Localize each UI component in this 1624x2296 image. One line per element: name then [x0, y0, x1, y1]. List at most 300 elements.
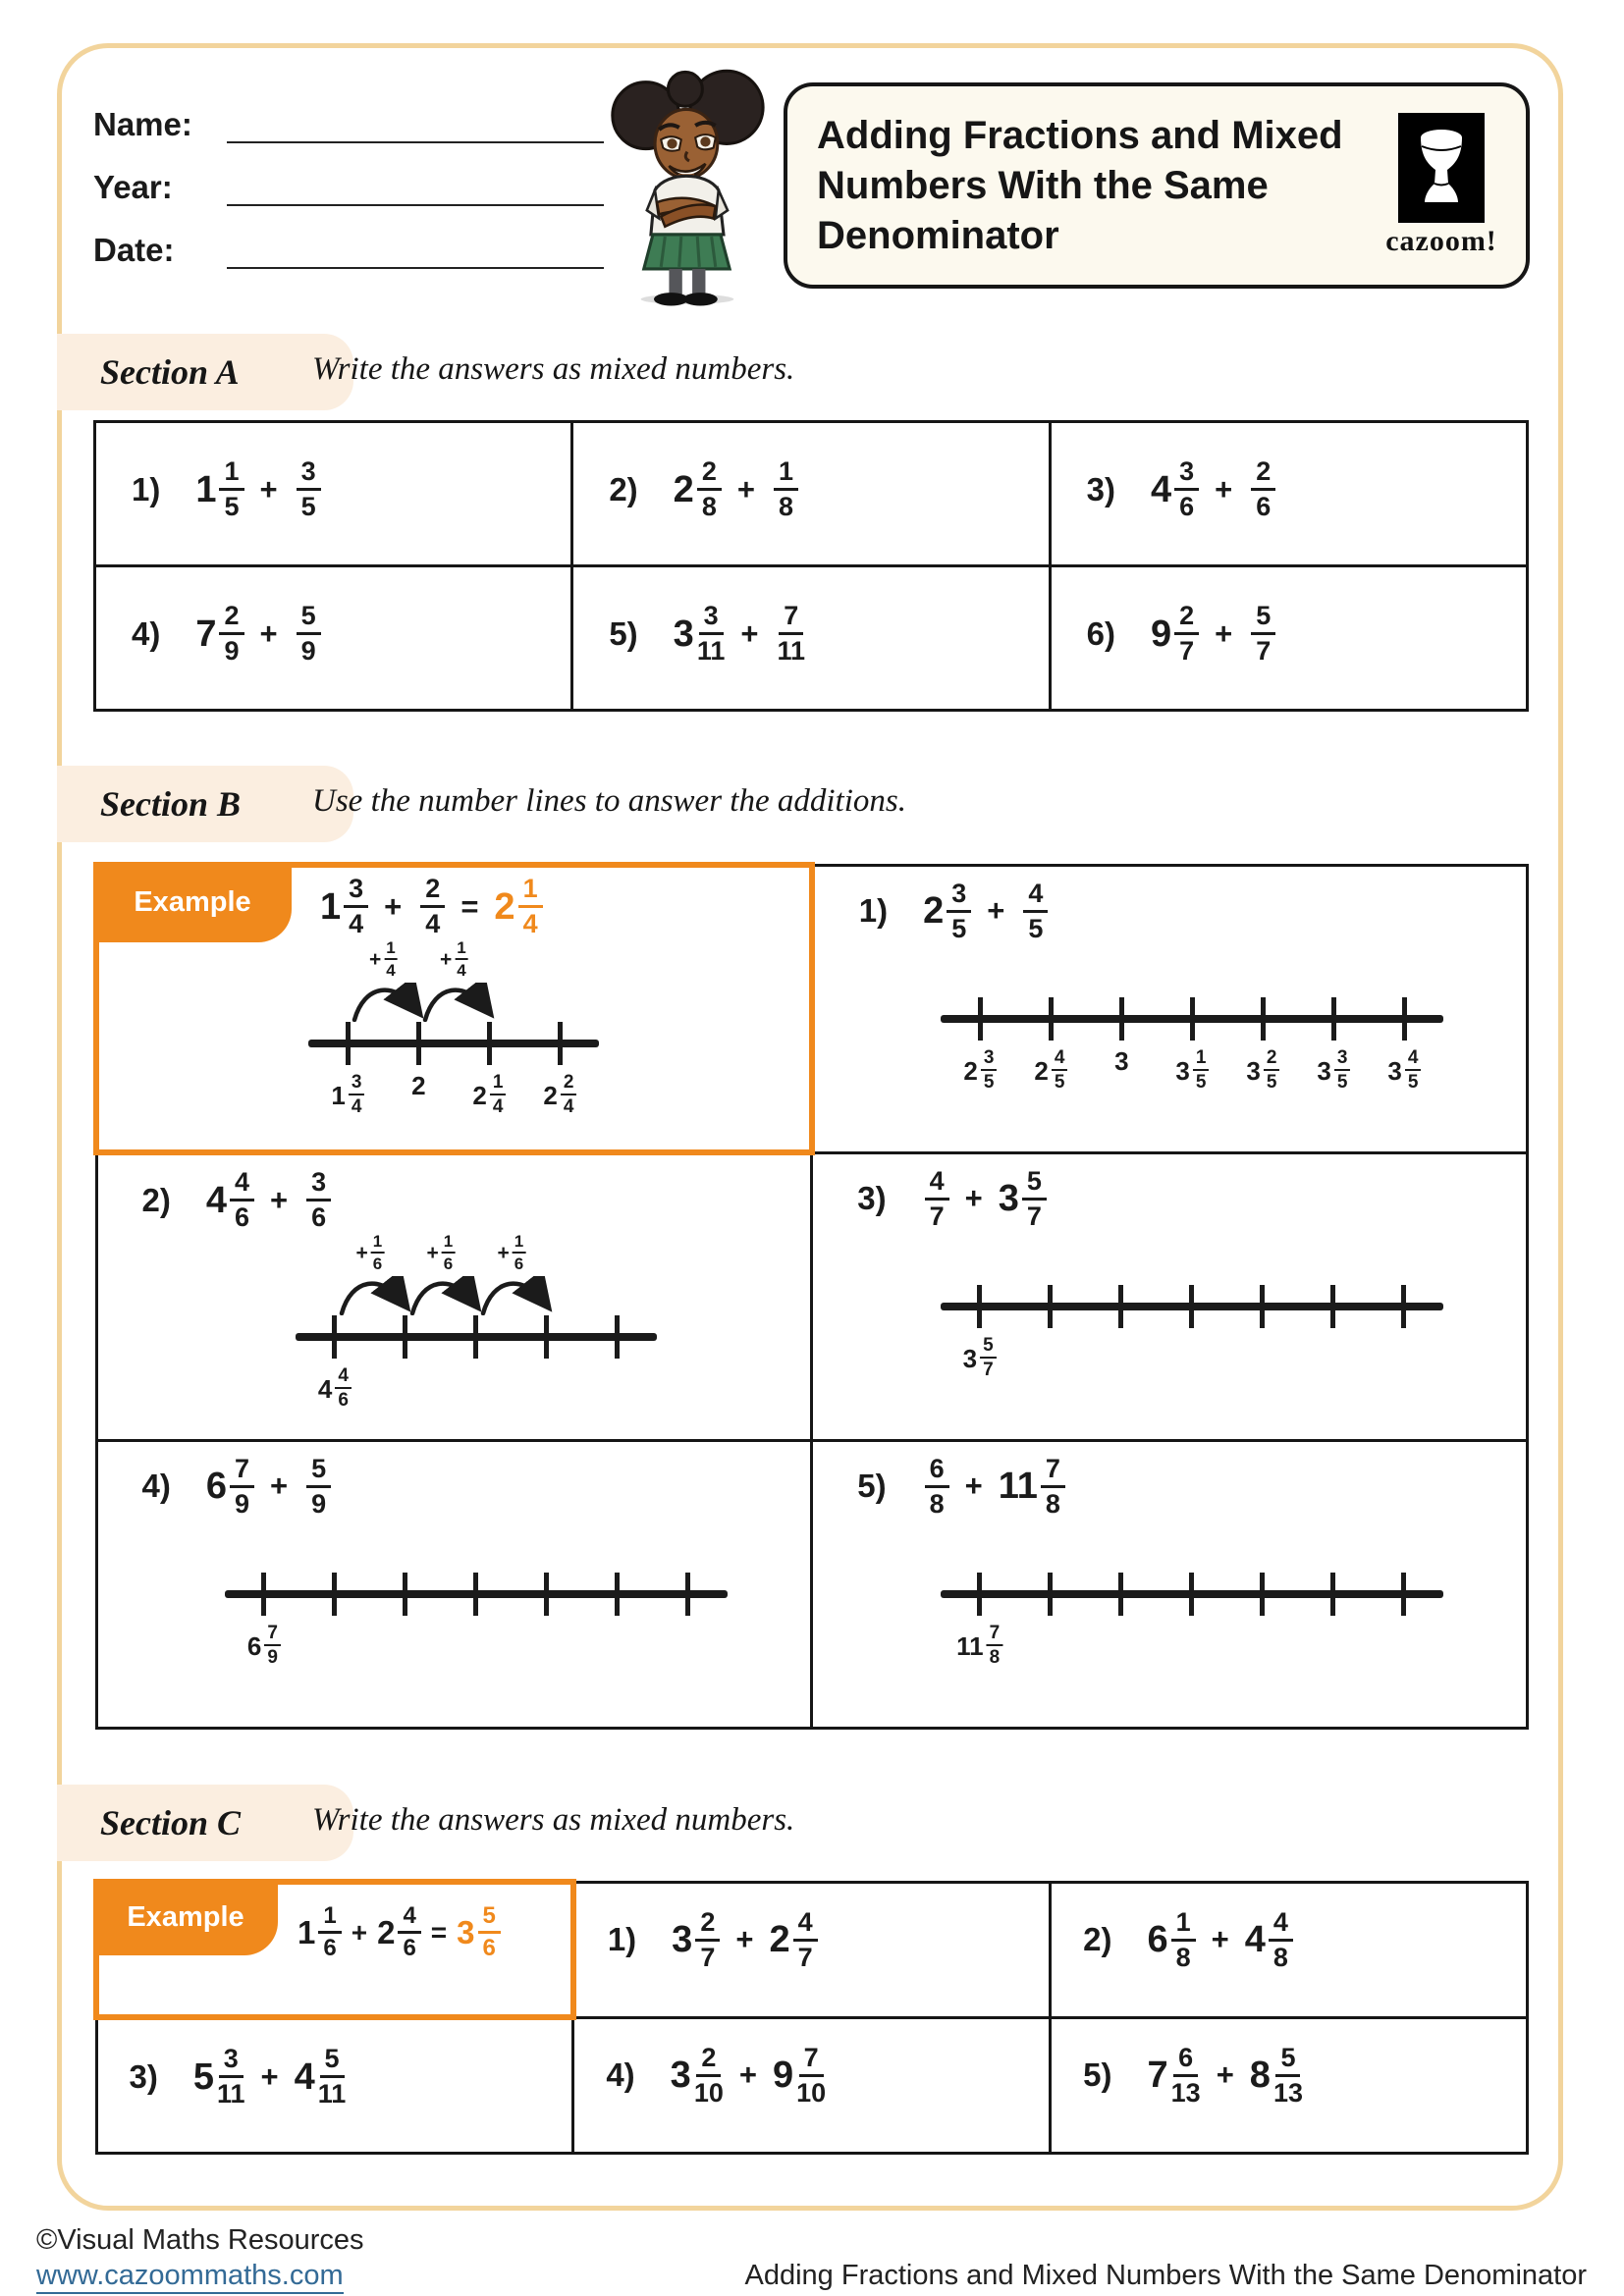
- djembe-drum-icon: [1398, 113, 1485, 223]
- numerator: 5: [478, 1904, 501, 1934]
- numberline-tick: [1189, 1573, 1194, 1616]
- denominator: 13: [1170, 2077, 1201, 2108]
- fraction: [1272, 2042, 1303, 2108]
- denominator: 4: [425, 909, 441, 938]
- numerator: 1: [442, 1233, 455, 1254]
- number-line-track: [941, 1573, 1443, 1616]
- denominator: 6: [482, 1935, 496, 1961]
- problem-cell[interactable]: [1050, 422, 1527, 566]
- numerator: 4: [335, 1366, 352, 1389]
- denominator: 5: [1028, 913, 1044, 943]
- fraction: [513, 1233, 525, 1274]
- problem-cell[interactable]: [1050, 566, 1527, 711]
- numberline-tick: [1330, 1285, 1335, 1328]
- problem-expression: [132, 603, 570, 665]
- jump-label: [369, 939, 398, 981]
- problem-cell[interactable]: [572, 566, 1050, 711]
- fraction-value: [1248, 603, 1275, 665]
- fraction: [518, 876, 543, 937]
- whole-number: 3: [457, 1914, 475, 1950]
- jump-arrow-svg: [296, 1276, 657, 1315]
- denominator: 5: [1054, 1071, 1065, 1093]
- fraction: [697, 458, 722, 520]
- whole-number: 2: [963, 1055, 978, 1086]
- fraction: [1405, 1048, 1422, 1094]
- denominator: 4: [351, 1096, 362, 1117]
- whole-number: 6: [205, 1466, 227, 1507]
- numerator: 1: [318, 1904, 341, 1934]
- numerator: 2: [219, 603, 244, 635]
- fraction-value: [1244, 1906, 1293, 1972]
- year-write-line[interactable]: [227, 163, 604, 206]
- numberline-tick: [1331, 997, 1336, 1041]
- fraction: [1269, 1906, 1293, 1972]
- problem-cell[interactable]: [812, 865, 1528, 1152]
- fraction: [306, 1169, 331, 1231]
- numberline-tick: [977, 1285, 982, 1328]
- whole-number: 2: [377, 1914, 396, 1950]
- fraction-value: [922, 1453, 949, 1519]
- fraction: [398, 1904, 420, 1960]
- date-label: Date:: [93, 232, 175, 268]
- tick-label: [331, 1073, 364, 1118]
- number-line-labels: [296, 1359, 657, 1414]
- fraction-value: [247, 1624, 281, 1669]
- numberline-tick: [487, 1022, 492, 1065]
- fraction-value: [963, 1048, 997, 1094]
- fraction: [1193, 1048, 1210, 1094]
- fraction-value: [769, 1906, 817, 1972]
- denominator: 9: [267, 1646, 278, 1668]
- fraction-value: [1114, 1045, 1129, 1076]
- fraction-value: [771, 458, 798, 520]
- problem-expression: [1087, 603, 1526, 665]
- denominator: 13: [1272, 2077, 1303, 2108]
- worksheet-title: Adding Fractions and Mixed Numbers With the Same Denominator: [817, 114, 1343, 258]
- problem-number: 5): [609, 614, 638, 652]
- whole-number: 3: [1317, 1055, 1331, 1086]
- whole-number: 3: [1175, 1055, 1190, 1086]
- fraction: [349, 1073, 365, 1118]
- operator: +: [735, 1922, 754, 1956]
- tick-label: [1246, 1048, 1279, 1094]
- fraction: [1251, 603, 1275, 665]
- fraction-value: [998, 1165, 1047, 1231]
- denominator: 10: [796, 2077, 827, 2108]
- denominator: 6: [338, 1390, 349, 1411]
- denominator: 7: [1179, 636, 1195, 666]
- numerator: 3: [219, 2046, 244, 2078]
- fraction: [478, 1904, 501, 1960]
- fraction: [455, 939, 467, 981]
- problem-expression: [607, 1906, 1049, 1972]
- whole-number: 2: [472, 1081, 487, 1110]
- fraction: [1174, 603, 1199, 665]
- fraction: [335, 1366, 352, 1412]
- whole-number: 3: [962, 1343, 978, 1373]
- year-label: Year:: [93, 169, 173, 205]
- whole-number: 3: [1114, 1045, 1129, 1076]
- section-a-label: [57, 334, 353, 410]
- problem-cell[interactable]: [95, 422, 572, 566]
- denominator: 5: [1266, 1071, 1277, 1093]
- tick-label: [963, 1336, 997, 1381]
- section-b-title: Section B: [100, 784, 242, 824]
- denominator: 8: [929, 1488, 945, 1519]
- denominator: 8: [989, 1646, 1001, 1668]
- plus-sign: +: [440, 948, 453, 971]
- denominator: 6: [1256, 492, 1272, 521]
- fraction: [796, 2042, 827, 2108]
- numerator: 2: [1174, 603, 1199, 635]
- problem-cell[interactable]: [812, 1152, 1528, 1440]
- whole-number: 1: [320, 885, 342, 928]
- fraction-value: [1249, 2042, 1303, 2108]
- jump-arrows: [296, 1233, 657, 1315]
- problem-cell[interactable]: [1051, 1882, 1528, 2017]
- fraction: [793, 1906, 818, 1972]
- fraction-value: [439, 1233, 455, 1274]
- numerator: 7: [987, 1624, 1003, 1646]
- numberline-tick: [403, 1573, 407, 1616]
- numerator: 4: [793, 1909, 818, 1942]
- denominator: 5: [983, 1071, 995, 1093]
- cazoom-logo: [1371, 86, 1526, 285]
- problem-expression: [857, 1165, 1526, 1231]
- fraction-value: [295, 2046, 347, 2108]
- numerator: 7: [264, 1624, 281, 1646]
- fraction-value: [1151, 603, 1199, 665]
- name-field: [93, 94, 604, 143]
- numberline-tick: [1118, 1285, 1123, 1328]
- problem-expression: [132, 458, 570, 520]
- numerator: 1: [1171, 1909, 1196, 1942]
- number-line-labels: [941, 1328, 1443, 1383]
- whole-number: 7: [1147, 2055, 1168, 2096]
- numberline-tick: [1118, 1573, 1123, 1616]
- example-cell: [96, 1882, 573, 2017]
- whole-number: 3: [670, 2055, 691, 2096]
- problem-number: 3): [857, 1180, 887, 1216]
- numerator: 3: [699, 603, 724, 635]
- denominator: 7: [983, 1359, 994, 1380]
- whole-number: 4: [1244, 1919, 1266, 1960]
- name-write-line[interactable]: [227, 100, 604, 143]
- numerator: 2: [695, 1909, 720, 1942]
- numerator: 3: [1334, 1048, 1351, 1071]
- numerator: 7: [1041, 1456, 1065, 1488]
- problem-cell[interactable]: [96, 1440, 812, 1728]
- numerator: 2: [1251, 458, 1275, 491]
- numberline-tick: [1260, 1285, 1265, 1328]
- numberline-tick: [1401, 1285, 1406, 1328]
- fraction: [697, 603, 726, 665]
- fraction-value: [1147, 1906, 1196, 1972]
- operator: +: [740, 615, 759, 651]
- problem-number: 3): [1086, 470, 1115, 507]
- denominator: 4: [522, 909, 538, 938]
- denominator: 5: [951, 913, 967, 943]
- fraction: [987, 1624, 1003, 1669]
- problem-number: 5): [1083, 2056, 1112, 2093]
- whole-number: 2: [494, 885, 515, 928]
- section-c-table: [93, 1879, 1529, 2155]
- numberline-tick: [685, 1573, 690, 1616]
- numerator: 3: [306, 1169, 331, 1201]
- numerator: 3: [349, 1073, 365, 1095]
- fraction-value: [1175, 1048, 1209, 1094]
- fraction: [384, 939, 397, 981]
- whole-number: 7: [195, 613, 217, 655]
- problem-cell[interactable]: [573, 2017, 1051, 2153]
- number-line-labels: [308, 1065, 599, 1120]
- denominator: 11: [777, 636, 806, 666]
- numberline-tick: [544, 1315, 549, 1359]
- plus-sign: +: [426, 1242, 439, 1264]
- operator: +: [1215, 615, 1233, 651]
- problem-cell[interactable]: [573, 1882, 1051, 2017]
- problem-expression: [1087, 458, 1526, 520]
- numerator: 4: [925, 1168, 949, 1201]
- fraction-value: [1034, 1048, 1067, 1094]
- numberline-tick: [1402, 997, 1407, 1041]
- example-tab: Example: [93, 862, 292, 942]
- fraction: [925, 1165, 949, 1231]
- denominator: 9: [224, 636, 240, 666]
- numerator: 5: [306, 1456, 331, 1488]
- denominator: 5: [1336, 1071, 1348, 1093]
- answer-value: [494, 876, 542, 937]
- whole-number: 9: [1151, 613, 1172, 655]
- number-line-labels: [941, 1041, 1443, 1095]
- fraction-value: [670, 2042, 724, 2108]
- fraction: [1022, 1165, 1047, 1231]
- numberline-tick: [615, 1573, 620, 1616]
- year-field: [93, 157, 604, 206]
- section-c-label: [57, 1785, 353, 1861]
- problem-cell[interactable]: [1051, 2017, 1528, 2153]
- tick-label: [1387, 1048, 1421, 1094]
- section-c-instruction: Write the answers as mixed numbers.: [312, 1802, 795, 1838]
- fraction-value: [193, 2046, 245, 2108]
- numberline-tick: [1190, 997, 1195, 1041]
- operator: =: [430, 1916, 448, 1948]
- fraction-value: [368, 1233, 384, 1274]
- denominator: 8: [778, 492, 793, 521]
- denominator: 4: [457, 961, 466, 980]
- numerator: 2: [697, 458, 722, 491]
- numerator: 1: [455, 939, 467, 960]
- numerator: 5: [980, 1336, 997, 1359]
- numberline-tick: [1189, 1285, 1194, 1328]
- whole-number: 9: [772, 2055, 794, 2096]
- jump-arrow-svg: [308, 983, 599, 1022]
- numerator: 1: [1193, 1048, 1210, 1071]
- denominator: 5: [1195, 1071, 1207, 1093]
- whole-number: 6: [1147, 1919, 1168, 1960]
- fraction-value: [195, 603, 244, 665]
- fraction: [217, 2046, 245, 2108]
- fraction-value: [510, 1233, 525, 1274]
- tick-label: [956, 1624, 1002, 1669]
- whole-number: 3: [672, 1919, 693, 1960]
- problem-number: 1): [607, 1921, 637, 1957]
- numberline-tick: [261, 1573, 266, 1616]
- fraction: [693, 2042, 724, 2108]
- fraction: [318, 1904, 341, 1960]
- fraction-value: [331, 1073, 364, 1118]
- fraction-value: [922, 1165, 949, 1231]
- number-line: [308, 939, 599, 1120]
- numberline-tick: [544, 1573, 549, 1616]
- whole-number: 4: [205, 1179, 227, 1221]
- section-b-instruction: Use the number lines to answer the additions.: [312, 783, 906, 819]
- numberline-tick: [978, 997, 983, 1041]
- whole-number: 2: [673, 468, 694, 510]
- tick-label: [1317, 1048, 1350, 1094]
- problem-number: 2): [609, 470, 638, 507]
- fraction: [318, 2046, 347, 2108]
- numerator: 3: [947, 881, 971, 913]
- fraction-value: [303, 1169, 331, 1231]
- fraction: [777, 603, 805, 665]
- fraction: [695, 1906, 720, 1972]
- denominator: 4: [492, 1096, 504, 1117]
- denominator: 6: [323, 1935, 337, 1961]
- denominator: 7: [929, 1201, 945, 1231]
- jump-label: [427, 1233, 456, 1274]
- problem-expression: [298, 1904, 570, 1960]
- tick-label: [543, 1073, 576, 1118]
- fraction-value: [1246, 1048, 1279, 1094]
- operator: +: [964, 1181, 983, 1215]
- numerator: 5: [320, 2046, 345, 2078]
- whole-number: 1: [195, 468, 217, 510]
- numberline-tick: [332, 1573, 337, 1616]
- fraction: [442, 1233, 455, 1274]
- operator: +: [738, 2057, 757, 2092]
- whole-number: 4: [294, 2056, 315, 2098]
- jump-label: [498, 1233, 526, 1274]
- fraction-value: [674, 458, 722, 520]
- numberline-tick: [1048, 1573, 1053, 1616]
- operator: +: [1216, 2057, 1234, 2092]
- problem-number: 4): [141, 1468, 171, 1504]
- fraction: [925, 1453, 949, 1519]
- fraction: [306, 1453, 331, 1519]
- fraction-value: [320, 876, 368, 937]
- fraction-value: [377, 1904, 421, 1960]
- denominator: 9: [234, 1488, 250, 1519]
- numerator: 1: [219, 458, 244, 491]
- fraction: [420, 876, 445, 937]
- example-cell: [96, 865, 812, 1152]
- website-link[interactable]: www.cazoommaths.com: [36, 2260, 344, 2294]
- worksheet-title-box: [784, 82, 1530, 289]
- numerator: 2: [696, 2045, 721, 2077]
- whole-number: 2: [923, 890, 945, 932]
- fraction: [980, 1336, 997, 1381]
- fraction: [1174, 458, 1199, 520]
- fraction-value: [674, 603, 726, 665]
- problem-number: 1): [858, 892, 889, 929]
- fraction-value: [472, 1073, 506, 1118]
- denominator: 11: [216, 2079, 245, 2109]
- whole-number: 2: [1034, 1055, 1049, 1086]
- whole-number: 5: [192, 2056, 214, 2098]
- section-b-label: [57, 766, 353, 842]
- fraction: [1041, 1453, 1065, 1519]
- fraction-value: [417, 876, 445, 937]
- numberline-tick: [1119, 997, 1124, 1041]
- student-info-fields: [93, 94, 604, 283]
- operator: +: [1215, 471, 1233, 507]
- problem-number: 2): [1083, 1921, 1112, 1957]
- tick-label: [411, 1073, 425, 1099]
- problem-cell[interactable]: [96, 1152, 812, 1440]
- problem-cell[interactable]: [572, 422, 1050, 566]
- fraction: [774, 458, 798, 520]
- operator: +: [736, 471, 755, 507]
- operator: +: [259, 471, 278, 507]
- number-line: [941, 1285, 1443, 1383]
- denominator: 6: [372, 1255, 383, 1273]
- numerator: 4: [398, 1904, 420, 1934]
- numerator: 7: [799, 2045, 824, 2077]
- numberline-tick: [558, 1022, 563, 1065]
- problem-expression: [320, 876, 809, 937]
- fraction: [264, 1624, 281, 1669]
- numberline-tick: [416, 1022, 421, 1065]
- section-b-table: [93, 862, 1529, 1730]
- problem-cell[interactable]: [96, 2017, 573, 2153]
- fraction: [1052, 1048, 1068, 1094]
- number-line-labels: [941, 1616, 1443, 1671]
- fraction: [561, 1073, 577, 1118]
- fraction-value: [1317, 1048, 1350, 1094]
- fraction-value: [1248, 458, 1275, 520]
- problem-cell[interactable]: [95, 566, 572, 711]
- fraction-value: [294, 458, 321, 520]
- problem-expression: [130, 2046, 572, 2108]
- whole-number: 3: [1246, 1055, 1261, 1086]
- operator: +: [270, 1182, 289, 1217]
- fraction-value: [195, 458, 244, 520]
- whole-number: 3: [673, 613, 694, 655]
- problem-cell[interactable]: [812, 1440, 1528, 1728]
- numberline-tick: [615, 1315, 620, 1359]
- denominator: 7: [1026, 1201, 1042, 1231]
- whole-number: 8: [1249, 2055, 1271, 2096]
- plus-sign: +: [497, 1242, 510, 1264]
- problem-number: 1): [132, 470, 161, 507]
- jump-label: [440, 939, 468, 981]
- denominator: 6: [1179, 492, 1195, 521]
- whole-number: 4: [317, 1374, 333, 1404]
- whole-number: 2: [769, 1919, 790, 1960]
- denominator: 11: [696, 636, 726, 666]
- number-line-labels: [225, 1616, 728, 1671]
- numerator: 5: [1022, 1168, 1047, 1201]
- fraction: [1023, 878, 1048, 943]
- denominator: 7: [700, 1942, 716, 1972]
- fraction: [230, 1169, 254, 1231]
- fraction-value: [411, 1073, 425, 1098]
- jump-arrows: [308, 939, 599, 1022]
- fraction: [1334, 1048, 1351, 1094]
- operator: +: [987, 893, 1005, 928]
- date-write-line[interactable]: [227, 226, 604, 269]
